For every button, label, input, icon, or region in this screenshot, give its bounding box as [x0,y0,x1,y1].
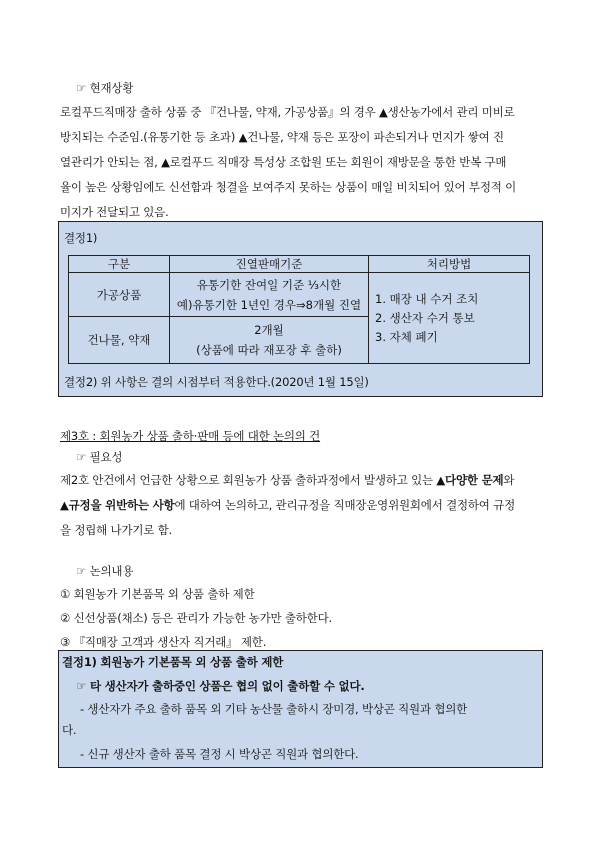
agenda-title: 제3호 : 회원농가 상품 출하·판매 등에 대한 논의의 건 [60,429,321,443]
decision-note: ☞ 타 생산자가 출하중인 상품은 협의 없이 출하할 수 없다. [76,679,365,693]
discussion-item: ① 회원농가 기본품목 외 상품 출하 제한 [60,587,255,601]
decision-line: - 생산자가 주요 출하 품목 외 기타 농산물 출하시 장미경, 박상곤 직원과 협의한 [80,702,468,716]
table-cell [170,273,369,317]
method-item: 1. 매장 내 수거 조치 [375,291,479,306]
criteria-line: (상품에 따라 재포장 후 출하) [196,343,342,357]
table-header: 진열판매기준 [170,256,369,273]
paragraph-line: 로컬푸드직매장 출하 상품 중 『건나물, 약재, 가공상품』의 경우 ▲생산농가에서 관리 미비로 [60,105,515,119]
discussion-item: ③ 『직매장 고객과 생산자 직거래』 제한. [60,635,267,649]
pointing-hand-icon: ☞ [76,81,87,95]
pointing-hand-icon: ☞ [76,679,87,693]
heading-discussion: ☞ 논의내용 [76,564,134,578]
criteria-line: 2개월 [254,323,284,337]
method-item: 3. 자체 폐기 [375,329,438,344]
table-cell-methods [369,273,530,364]
paragraph-line: 율이 높은 상황임에도 신선함과 청결을 보여주지 못하는 상품이 매일 비치되어 있어 부정적 이 [60,180,517,194]
table-cell [170,317,369,364]
pointing-hand-icon: ☞ [76,450,87,464]
decision-table [68,255,530,364]
decision-line: 다. [62,723,77,737]
decision-line: - 신규 생산자 출하 품목 결정 시 박상곤 직원과 협의한다. [80,747,359,761]
heading-current-situation: ☞ 현재상황 [76,81,134,95]
method-item: 2. 생산자 수거 통보 [375,310,475,325]
table-cell: 가공상품 [69,273,170,317]
table-header: 처리방법 [369,256,530,273]
criteria-line: 유통기한 잔여일 기준 ⅓시한 [196,277,342,292]
paragraph-line: 을 정립해 나가기로 함. [60,523,173,537]
paragraph-line: ▲규정을 위반하는 사항에 대하여 논의하고, 관리규정을 직매장운영위원회에서 결정하여 규정 [60,498,515,512]
paragraph-line: 방치되는 수준임.(유통기한 등 초과) ▲건나물, 약재 등은 포장이 파손되거나 먼지가 쌓여 진 [60,130,504,144]
table-cell: 건나물, 약재 [69,317,170,364]
table-header: 구분 [69,256,170,273]
decision-label: 결정1) [64,231,98,245]
paragraph-line: 열관리가 안되는 점, ▲로컬푸드 직매장 특성상 조합원 또는 회원이 재방문을 통한 반복 구매 [60,155,507,169]
paragraph-line: 미지가 전달되고 있음. [60,205,169,219]
criteria-line: 예)유통기한 1년인 경우⇒8개월 진열 [176,297,362,312]
pointing-hand-icon: ☞ [76,564,87,578]
discussion-item: ② 신선상품(채소) 등은 관리가 가능한 농가만 출하한다. [60,611,332,625]
paragraph-line: 제2호 안건에서 언급한 상황으로 회원농가 상품 출하과정에서 발생하고 있는 ▲다양한 문제와 [60,473,515,487]
decision-2-text: 결정2) 위 사항은 결의 시점부터 적용한다.(2020년 1월 15일) [64,375,369,389]
heading-necessity: ☞ 필요성 [76,450,123,464]
decision-heading: 결정1) 회원농가 기본품목 외 상품 출하 제한 [62,655,284,669]
